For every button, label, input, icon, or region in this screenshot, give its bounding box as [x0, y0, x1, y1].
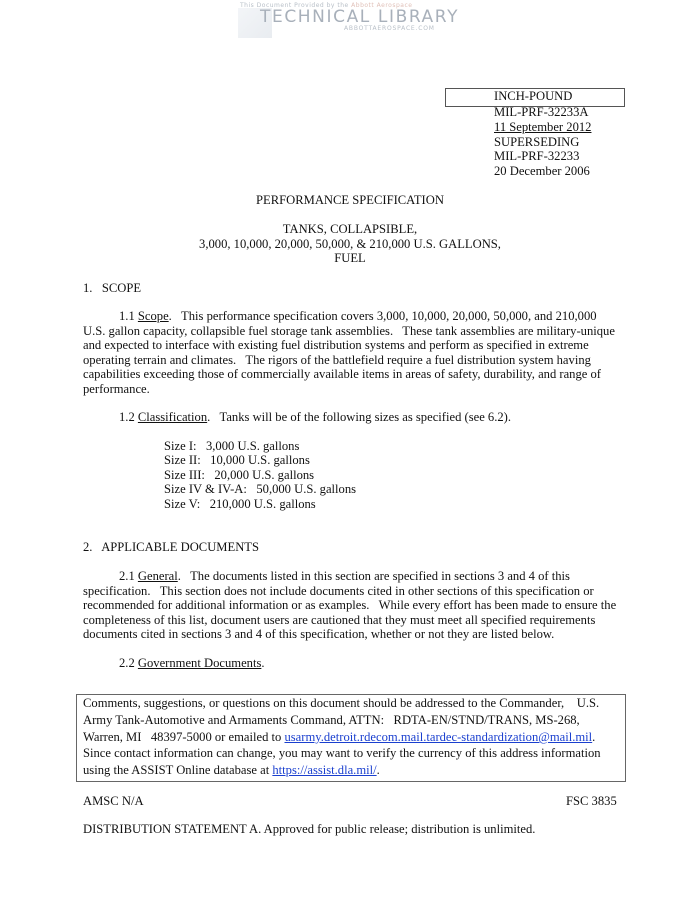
section-2-heading: 2. APPLICABLE DOCUMENTS [83, 540, 259, 554]
list-item: Size II: 10,000 U.S. gallons [164, 453, 310, 467]
inch-pound-label: INCH-POUND [494, 89, 573, 103]
doc-date: 11 September 2012 [494, 120, 592, 134]
amsc-label: AMSC N/A [83, 794, 144, 808]
fsc-label: FSC 3835 [566, 794, 617, 808]
list-item: Size III: 20,000 U.S. gallons [164, 468, 315, 482]
old-doc-number: MIL-PRF-32233 [494, 149, 580, 163]
paragraph-1-2: 1.2 Classification. Tanks will be of the following sizes as specified (see 6.2). [119, 410, 512, 424]
section-1-heading: 1. SCOPE [83, 281, 142, 295]
assist-url-link[interactable]: https://assist.dla.mil/ [272, 763, 377, 777]
doc-number: MIL-PRF-32233A [494, 105, 589, 119]
list-item: Size I: 3,000 U.S. gallons [164, 439, 300, 453]
list-item: Size V: 210,000 U.S. gallons [164, 497, 316, 511]
old-doc-date: 20 December 2006 [494, 164, 590, 178]
watermark-logo: This Document Provided by the Abbott Aerospace TECHNICAL LIBRARY ABBOTTAEROSPACE.COM [236, 0, 466, 45]
paragraph-2-2: 2.2 Government Documents. [119, 656, 265, 670]
email-link[interactable]: usarmy.detroit.rdecom.mail.tardec-standardization@mail.mil [284, 730, 593, 744]
distribution-statement: DISTRIBUTION STATEMENT A. Approved for public release; distribution is unlimited. [83, 822, 536, 836]
superseding-label: SUPERSEDING [494, 135, 580, 149]
list-item: Size IV & IV-A: 50,000 U.S. gallons [164, 482, 357, 496]
